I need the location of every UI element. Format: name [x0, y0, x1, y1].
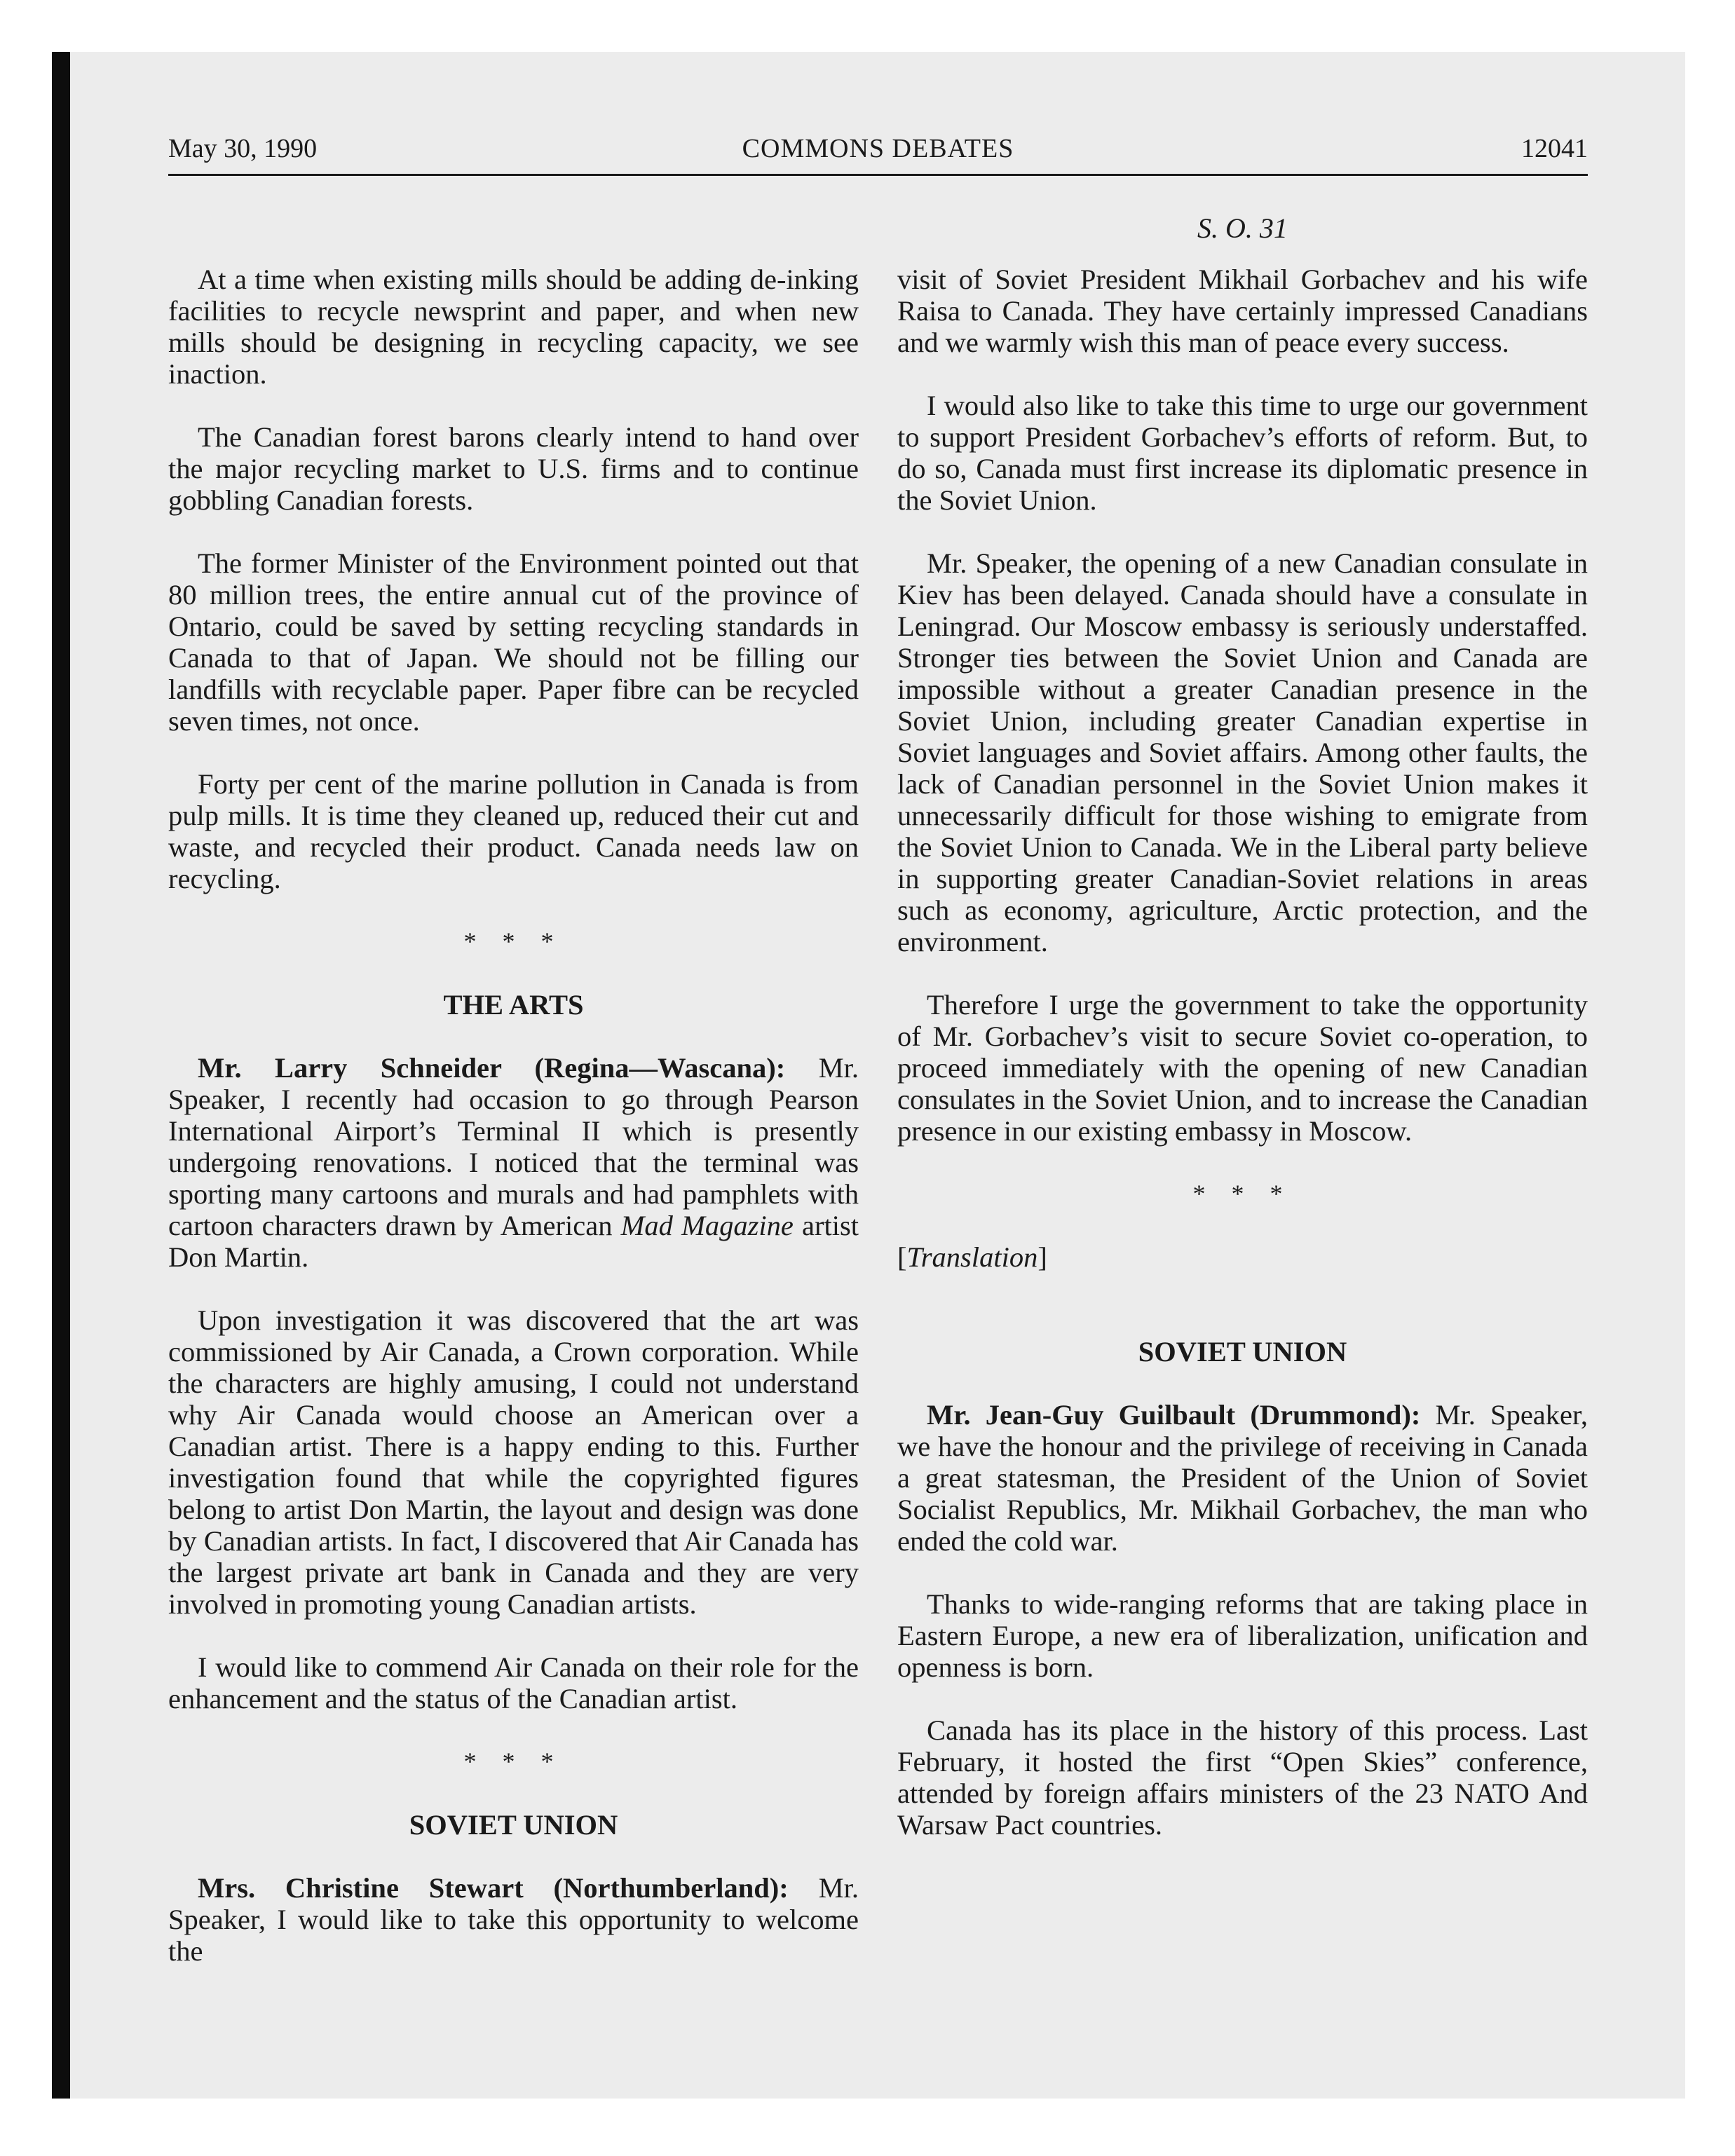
translation-note — [897, 1241, 1588, 1273]
speaker-name: Mr. Jean-Guy Guilbault (Drummond): — [927, 1399, 1421, 1431]
left-column — [168, 264, 859, 1998]
speaker-name: Mr. Larry Schneider (Regina—Wascana): — [198, 1052, 786, 1084]
paragraph — [168, 1052, 859, 1273]
publication-title: Mad Magazine — [620, 1210, 794, 1241]
section-separator: * * * — [1192, 1180, 1293, 1208]
paragraph: Thanks to wide-ranging reforms that are taking place in Eastern Europe, a new era of liberalization, unification and openness is born. — [897, 1588, 1588, 1683]
translation-label: Translation — [906, 1241, 1038, 1273]
section-heading-soviet-union: SOVIET UNION — [409, 1809, 618, 1841]
paragraph: The Canadian forest barons clearly intend to hand over the major recycling market to U.S. firms and to continue gobbling Canadian forests. — [168, 421, 859, 516]
section-separator: * * * — [463, 1747, 564, 1775]
header-title: COMMONS DEBATES — [742, 134, 1014, 163]
speech-text: Mr. Speaker, I would like to take this opportunity to welcome the — [168, 1872, 859, 1967]
paragraph: The former Minister of the Environment pointed out that 80 million trees, the entire annual cut of the province of Ontario, could be saved by setting recycling standards in Canada to that of Japan. We should not be filling our landfills with recyclable paper. Paper fibre can be recycled seven times, not once. — [168, 547, 859, 737]
speech-text: artist Don Martin. — [168, 1210, 859, 1273]
page-header — [168, 133, 1588, 175]
paragraph: Mr. Speaker, the opening of a new Canadian consulate in Kiev has been delayed. Canada should have a consulate in Leningrad. Our Moscow embassy is seriously understaffed. Stronger ties between the Soviet Union and Canada are impossible without a greater Canadian presence in the Soviet Union, including greater Canadian expertise in Soviet languages and Soviet affairs. Among other faults, the lack of Canadian personnel in the Soviet Union makes it unnecessarily difficult for those wishing to emigrate from the Soviet Union to Canada. We in the Liberal party believe in supporting greater Canadian-Soviet relations in areas such as economy, agriculture, Arctic protection, and the environment. — [897, 547, 1588, 957]
running-head: S. O. 31 — [1197, 212, 1288, 244]
speech-text: Mr. Speaker, I recently had occasion to go through Pearson International Airport’s Terminal II which is presently undergoing renovations. I noticed that the terminal was sporting many cartoons and murals and had pamphlets with cartoon characters drawn by American — [168, 1052, 859, 1241]
paragraph: Forty per cent of the marine pollution in Canada is from pulp mills. It is time they cleaned up, reduced their cut and waste, and recycled their product. Canada needs law on recycling. — [168, 768, 859, 894]
header-date: May 30, 1990 — [168, 134, 318, 163]
binding-edge — [52, 52, 70, 2099]
paragraph: visit of Soviet President Mikhail Gorbachev and his wife Raisa to Canada. They have certainly impressed Canadians and we warmly wish this man of peace every success. — [897, 264, 1588, 358]
bracket-close: ] — [1037, 1241, 1047, 1273]
paragraph — [897, 1399, 1588, 1557]
paragraph: Therefore I urge the government to take the opportunity of Mr. Gorbachev’s visit to secure Soviet co-operation, to proceed immediately with the opening of new Canadian consulates in the Soviet Union, and to increase the Canadian presence in our existing embassy in Moscow. — [897, 989, 1588, 1147]
right-column — [897, 264, 1588, 1872]
paragraph: I would like to commend Air Canada on their role for the enhancement and the status of the Canadian artist. — [168, 1651, 859, 1714]
paragraph: I would also like to take this time to urge our government to support President Gorbachev’s efforts of reform. But, to do so, Canada must first increase its diplomatic presence in the Soviet Union. — [897, 390, 1588, 516]
header-page-number: 12041 — [1521, 134, 1588, 163]
paragraph: At a time when existing mills should be adding de-inking facilities to recycle newsprint and paper, and when new mills should be designing in recycling capacity, we see inaction. — [168, 264, 859, 390]
paragraph: Upon investigation it was discovered that the art was commissioned by Air Canada, a Crown corporation. While the characters are highly amusing, I could not understand why Air Canada would choose an American over a Canadian artist. There is a happy ending to this. Further investigation found that while the copyrighted figures belong to artist Don Martin, the layout and design was done by Canadian artists. In fact, I discovered that Air Canada has the largest private art bank in Canada and they are very involved in promoting young Canadian artists. — [168, 1304, 859, 1620]
section-separator: * * * — [463, 927, 564, 955]
section-heading-soviet-union: SOVIET UNION — [1138, 1336, 1347, 1367]
paragraph — [168, 1872, 859, 1967]
speaker-name: Mrs. Christine Stewart (Northumberland): — [198, 1872, 789, 1904]
section-heading-arts: THE ARTS — [443, 989, 584, 1021]
speech-text: Mr. Speaker, we have the honour and the privilege of receiving in Canada a great statesman, the President of the Union of Soviet Socialist Republics, Mr. Mikhail Gorbachev, the man who ended the cold war. — [897, 1399, 1588, 1557]
bracket-open: [ — [897, 1241, 907, 1273]
header-rule — [168, 174, 1588, 176]
paragraph: Canada has its place in the history of this process. Last February, it hosted the first “Open Skies” conference, attended by foreign affairs ministers of the 23 NATO And Warsaw Pact countries. — [897, 1714, 1588, 1841]
